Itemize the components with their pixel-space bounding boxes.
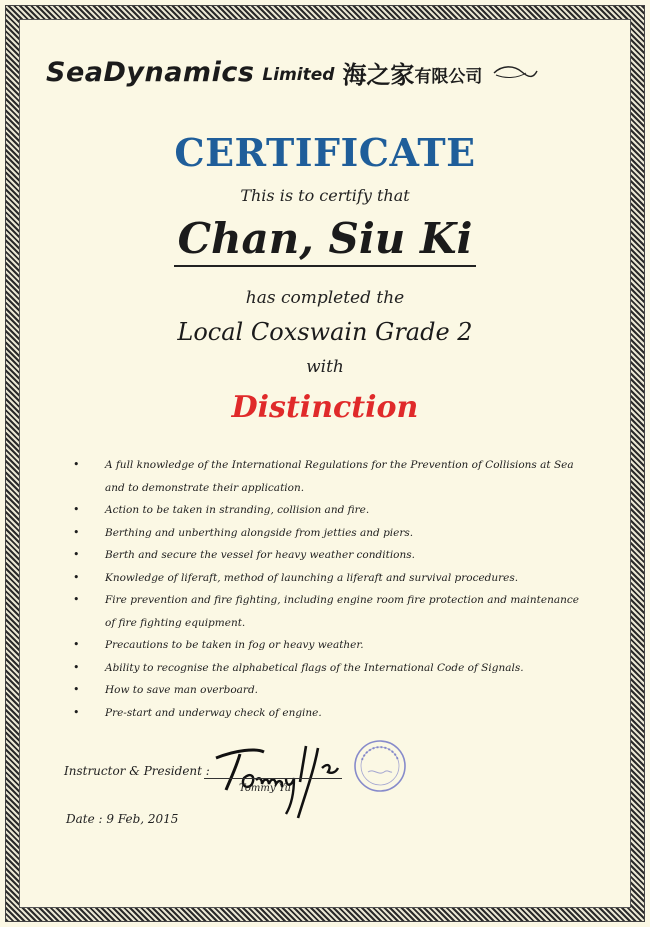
competency-list	[72, 454, 592, 724]
list-item: • Action to be taken in stranding, collision and fire.	[72, 499, 592, 522]
list-item: • Precautions to be taken in fog or heavy weather.	[72, 634, 592, 657]
company-seal	[352, 738, 408, 798]
brand-cn-suffix: 有限公司	[414, 67, 483, 87]
certify-line: This is to certify that	[240, 186, 410, 205]
grade-distinction: Distinction	[231, 390, 419, 425]
signer-name: Tommy Yu	[239, 783, 291, 794]
with-line: with	[306, 357, 344, 377]
recipient-name-text: Chan, Siu Ki	[174, 214, 477, 267]
list-item: • Berth and secure the vessel for heavy weather conditions.	[72, 544, 592, 567]
recipient-name	[0, 214, 650, 263]
brand-cn-main: 海之家	[342, 60, 415, 89]
list-item: • Fire prevention and fire fighting, including engine room fire protection and maintenance of fire fighting equipment.	[72, 589, 592, 634]
list-item: • How to save man overboard.	[72, 679, 592, 702]
company-header	[46, 52, 606, 92]
instructor-label: Instructor & President :	[64, 764, 210, 778]
course-name: Local Coxswain Grade 2	[177, 318, 473, 346]
completed-line: has completed the	[245, 288, 405, 308]
signature-line	[204, 778, 342, 779]
handwritten-signature	[206, 740, 356, 824]
wave-swoosh-icon	[492, 63, 538, 85]
brand-name: SeaDynamics	[46, 56, 255, 88]
brand-suffix: Limited	[262, 65, 335, 85]
issue-date: Date : 9 Feb, 2015	[66, 812, 179, 826]
list-item: • Knowledge of liferaft, method of launching a liferaft and survival procedures.	[72, 567, 592, 590]
certificate-title: CERTIFICATE	[174, 130, 476, 175]
list-item: • A full knowledge of the International Regulations for the Prevention of Collisions at Sea and to demonstrate their application.	[72, 454, 592, 499]
list-item: • Pre-start and underway check of engine.	[72, 702, 592, 725]
list-item: • Ability to recognise the alphabetical flags of the International Code of Signals.	[72, 657, 592, 680]
list-item: • Berthing and unberthing alongside from jetties and piers.	[72, 522, 592, 545]
